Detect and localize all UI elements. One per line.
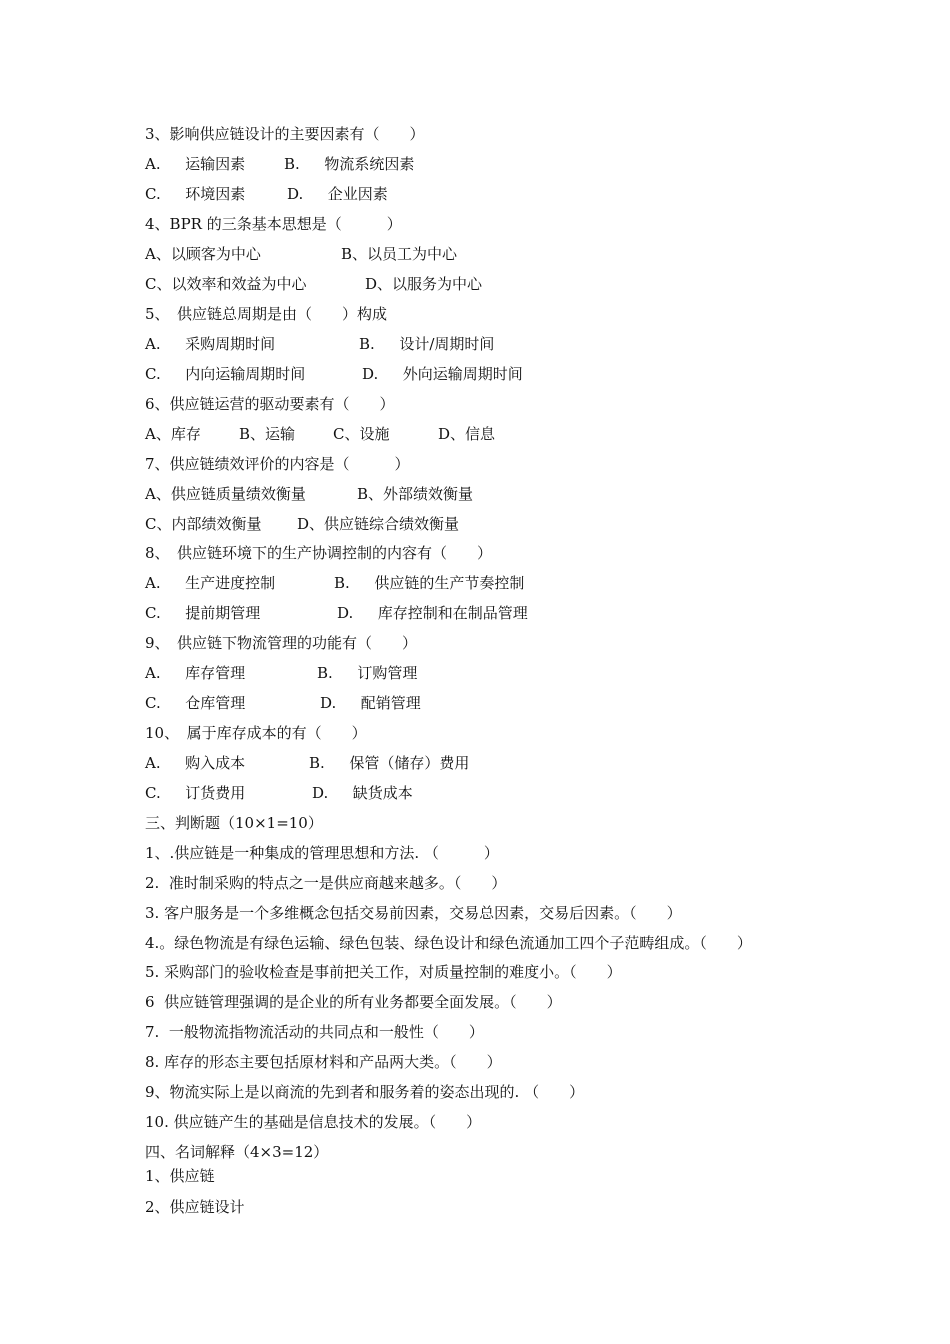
option-d: D. 企业因素 bbox=[287, 185, 388, 203]
option-c: C、内部绩效衡量 bbox=[145, 515, 262, 533]
option-d: D、信息 bbox=[438, 425, 496, 443]
option-d: D. 外向运输周期时间 bbox=[362, 365, 523, 383]
option-d: D. 缺货成本 bbox=[312, 784, 413, 802]
option-d: D. 库存控制和在制品管理 bbox=[337, 604, 528, 622]
tf-item: 6 供应链管理强调的是企业的所有业务都要全面发展。（ ） bbox=[145, 993, 562, 1011]
option-c: C. 环境因素 bbox=[145, 185, 246, 203]
option-a: A、以顾客为中心 bbox=[145, 245, 261, 263]
question-stem: 7、供应链绩效评价的内容是（ ） bbox=[145, 455, 410, 473]
option-a: A. 生产进度控制 bbox=[145, 574, 276, 592]
question-stem: 4、BPR 的三条基本思想是（ ） bbox=[145, 215, 402, 233]
tf-item: 9、物流实际上是以商流的先到者和服务着的姿态出现的. （ ） bbox=[145, 1083, 585, 1101]
tf-item: 2. 准时制采购的特点之一是供应商越来越多。（ ） bbox=[145, 874, 507, 892]
option-a: A. 库存管理 bbox=[145, 664, 246, 682]
question-stem: 6、供应链运营的驱动要素有（ ） bbox=[145, 395, 395, 413]
option-d: D. 配销管理 bbox=[320, 694, 421, 712]
tf-item: 4.。绿色物流是有绿色运输、绿色包装、绿色设计和绿色流通加工四个子范畴组成。（ ） bbox=[145, 934, 752, 952]
option-c: C、以效率和效益为中心 bbox=[145, 275, 307, 293]
option-c: C、设施 bbox=[333, 425, 390, 443]
option-b: B. 订购管理 bbox=[317, 664, 418, 682]
question-stem: 10、 属于库存成本的有（ ） bbox=[145, 724, 367, 742]
option-a: A、库存 bbox=[145, 425, 201, 443]
option-a: A. 运输因素 bbox=[145, 155, 246, 173]
question-stem: 5、 供应链总周期是由（ ）构成 bbox=[145, 305, 388, 323]
option-b: B、以员工为中心 bbox=[341, 245, 458, 263]
option-c: C. 订货费用 bbox=[145, 784, 246, 802]
option-c: C. 提前期管理 bbox=[145, 604, 261, 622]
option-b: B、运输 bbox=[239, 425, 296, 443]
option-b: B. 设计/周期时间 bbox=[359, 335, 495, 353]
option-d: D、供应链综合绩效衡量 bbox=[297, 515, 460, 533]
option-c: C. 内向运输周期时间 bbox=[145, 365, 306, 383]
section-heading: 四、名词解释（4×3=12） bbox=[145, 1143, 329, 1161]
section-heading: 三、判断题（10×1=10） bbox=[145, 814, 323, 832]
tf-item: 8. 库存的形态主要包括原材料和产品两大类。（ ） bbox=[145, 1053, 502, 1071]
option-b: B. 保管（储存）费用 bbox=[309, 754, 470, 772]
option-a: A、供应链质量绩效衡量 bbox=[145, 485, 306, 503]
tf-item: 5. 采购部门的验收检查是事前把关工作，对质量控制的难度小。（ ） bbox=[145, 963, 622, 981]
tf-item: 3. 客户服务是一个多维概念包括交易前因素，交易总因素，交易后因素。（ ） bbox=[145, 904, 682, 922]
tf-item: 1、.供应链是一种集成的管理思想和方法. （ ） bbox=[145, 844, 499, 862]
option-d: D、以服务为中心 bbox=[365, 275, 483, 293]
question-stem: 3、影响供应链设计的主要因素有（ ） bbox=[145, 125, 425, 143]
question-stem: 9、 供应链下物流管理的功能有（ ） bbox=[145, 634, 418, 652]
term-item: 1、供应链 bbox=[145, 1167, 215, 1185]
option-b: B. 供应链的生产节奏控制 bbox=[334, 574, 525, 592]
option-a: A. 购入成本 bbox=[145, 754, 246, 772]
question-stem: 8、 供应链环境下的生产协调控制的内容有（ ） bbox=[145, 544, 493, 562]
tf-item: 10. 供应链产生的基础是信息技术的发展。（ ） bbox=[145, 1113, 482, 1131]
term-item: 2、供应链设计 bbox=[145, 1198, 245, 1216]
option-c: C. 仓库管理 bbox=[145, 694, 246, 712]
option-b: B. 物流系统因素 bbox=[284, 155, 415, 173]
option-a: A. 采购周期时间 bbox=[145, 335, 276, 353]
tf-item: 7. 一般物流指物流活动的共同点和一般性（ ） bbox=[145, 1023, 484, 1041]
option-b: B、外部绩效衡量 bbox=[357, 485, 474, 503]
